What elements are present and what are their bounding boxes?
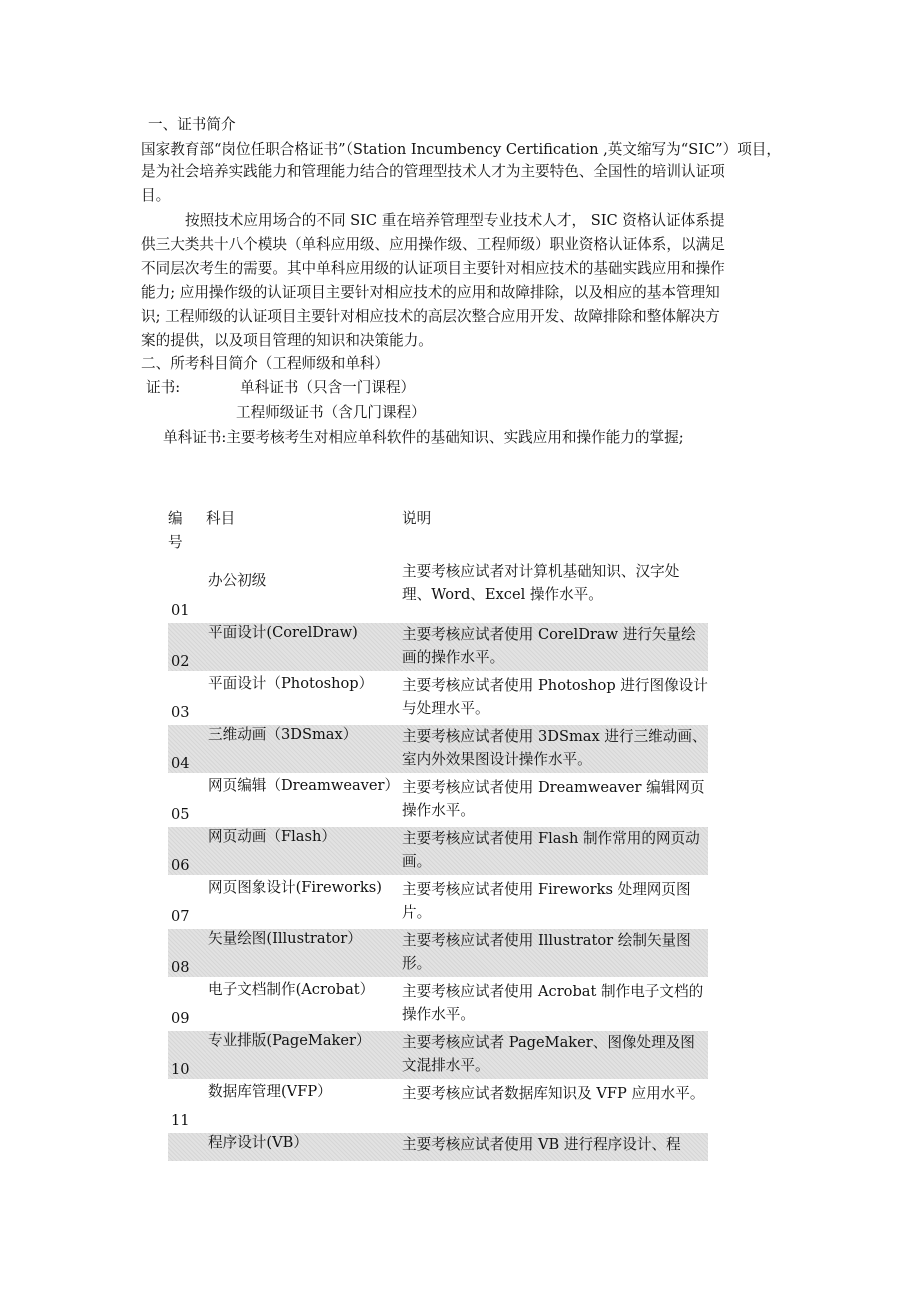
row-subject: 程序设计(VB）: [206, 1133, 402, 1161]
row-number: 08: [168, 929, 206, 977]
row-number: 02: [168, 623, 206, 671]
row-description: 主要考核应试者对计算机基础知识、汉字处理、Word、Excel 操作水平。: [402, 563, 680, 603]
section1-para1-line: 国家教育部“岗位任职合格证书”（Station Incumbency Certification ,英文缩写为“SIC”）项目，: [141, 141, 781, 158]
table-row: [168, 980, 708, 1028]
row-number: 10: [168, 1031, 206, 1079]
row-subject: 平面设计(CorelDraw): [206, 623, 402, 671]
row-subject: 矢量绘图(Illustrator）: [206, 929, 402, 977]
row-subject: 网页编辑（Dreamweaver）: [208, 777, 400, 794]
table-row: [168, 1133, 708, 1161]
header-number: 编号: [168, 510, 183, 551]
row-subject: 网页动画（Flash）: [206, 827, 402, 875]
header-description: 说明: [402, 510, 432, 527]
row-description: 主要考核应试者 PageMaker、图像处理及图文混排水平。: [402, 1031, 708, 1079]
subjects-table: [168, 504, 708, 1164]
row-description: 主要考核应试者使用 Acrobat 制作电子文档的操作水平。: [402, 983, 704, 1023]
table-row: [168, 623, 708, 671]
row-description: 主要考核应试者使用 Fireworks 处理网页图片。: [402, 881, 691, 921]
section1-para2-line: 案的提供，以及项目管理的知识和决策能力。: [141, 332, 433, 349]
row-subject: 专业排版(PageMaker）: [206, 1031, 402, 1079]
row-description: 主要考核应试者使用 VB 进行程序设计、程: [402, 1133, 708, 1161]
table-row: [168, 1082, 708, 1130]
section1-para2-line: 识; 工程师级的认证项目主要针对相应技术的高层次整合应用开发、故障排除和整体解决方: [141, 308, 720, 325]
row-number: 06: [168, 827, 206, 875]
header-subject: 科目: [206, 510, 236, 527]
row-description: 主要考核应试者数据库知识及 VFP 应用水平。: [402, 1085, 705, 1102]
section1-para2-line: 能力; 应用操作级的认证项目主要针对相应技术的应用和故障排除，以及相应的基本管理知: [141, 284, 720, 301]
row-description: 主要考核应试者使用 Illustrator 绘制矢量图形。: [402, 929, 708, 977]
section1-heading: 一、证书简介: [148, 116, 236, 133]
row-number: 04: [168, 725, 206, 773]
row-description: 主要考核应试者使用 3DSmax 进行三维动画、室内外效果图设计操作水平。: [402, 725, 708, 773]
table-row: [168, 1031, 708, 1079]
table-row: [168, 878, 708, 926]
row-number: 05: [171, 806, 190, 823]
row-subject: 电子文档制作(Acrobat）: [208, 981, 375, 998]
section1-para1-line: 是为社会培养实践能力和管理能力结合的管理型技术人才为主要特色、全国性的培训认证项: [141, 163, 725, 180]
row-description: 主要考核应试者使用 Dreamweaver 编辑网页操作水平。: [402, 779, 705, 819]
table-header-row: [168, 507, 708, 557]
cert-label: 证书:: [146, 379, 181, 396]
row-subject: 平面设计（Photoshop）: [208, 675, 374, 692]
row-number: 03: [171, 704, 190, 721]
row-subject: 数据库管理(VFP）: [208, 1083, 332, 1100]
row-subject: 网页图象设计(Fireworks): [208, 879, 382, 896]
row-description: 主要考核应试者使用 CorelDraw 进行矢量绘画的操作水平。: [402, 623, 708, 671]
cert-engineer: 工程师级证书（含几门课程）: [236, 404, 426, 421]
table-row: [168, 929, 708, 977]
row-subject: 办公初级: [208, 572, 267, 589]
section1-para2-line: 不同层次考生的需要。其中单科应用级的认证项目主要针对相应技术的基础实践应用和操作: [141, 260, 725, 277]
table-row: [168, 674, 708, 722]
section1-para1-line: 目。: [141, 187, 171, 204]
single-cert-description: 单科证书:主要考核考生对相应单科软件的基础知识、实践应用和操作能力的掌握;: [163, 429, 684, 446]
row-number: [168, 1133, 206, 1161]
table-row: [168, 560, 708, 620]
row-number: 11: [171, 1112, 190, 1129]
row-subject: 三维动画（3DSmax）: [206, 725, 402, 773]
table-row: [168, 827, 708, 875]
section2-heading: 二、所考科目简介（工程师级和单科）: [141, 355, 390, 372]
cert-single: 单科证书（只含一门课程）: [240, 379, 416, 396]
section1-para2-line: 供三大类共十八个模块（单科应用级、应用操作级、工程师级）职业资格认证体系，以满足: [141, 236, 725, 253]
section1-para2-line: 按照技术应用场合的不同 SIC 重在培养管理型专业技术人才， SIC 资格认证体系提: [185, 212, 725, 229]
row-number: 07: [171, 908, 190, 925]
table-row: [168, 725, 708, 773]
row-description: 主要考核应试者使用 Flash 制作常用的网页动画。: [402, 827, 708, 875]
row-description: 主要考核应试者使用 Photoshop 进行图像设计与处理水平。: [402, 677, 708, 717]
table-row: [168, 776, 708, 824]
row-number: 09: [171, 1010, 190, 1027]
row-number: 01: [171, 602, 190, 619]
